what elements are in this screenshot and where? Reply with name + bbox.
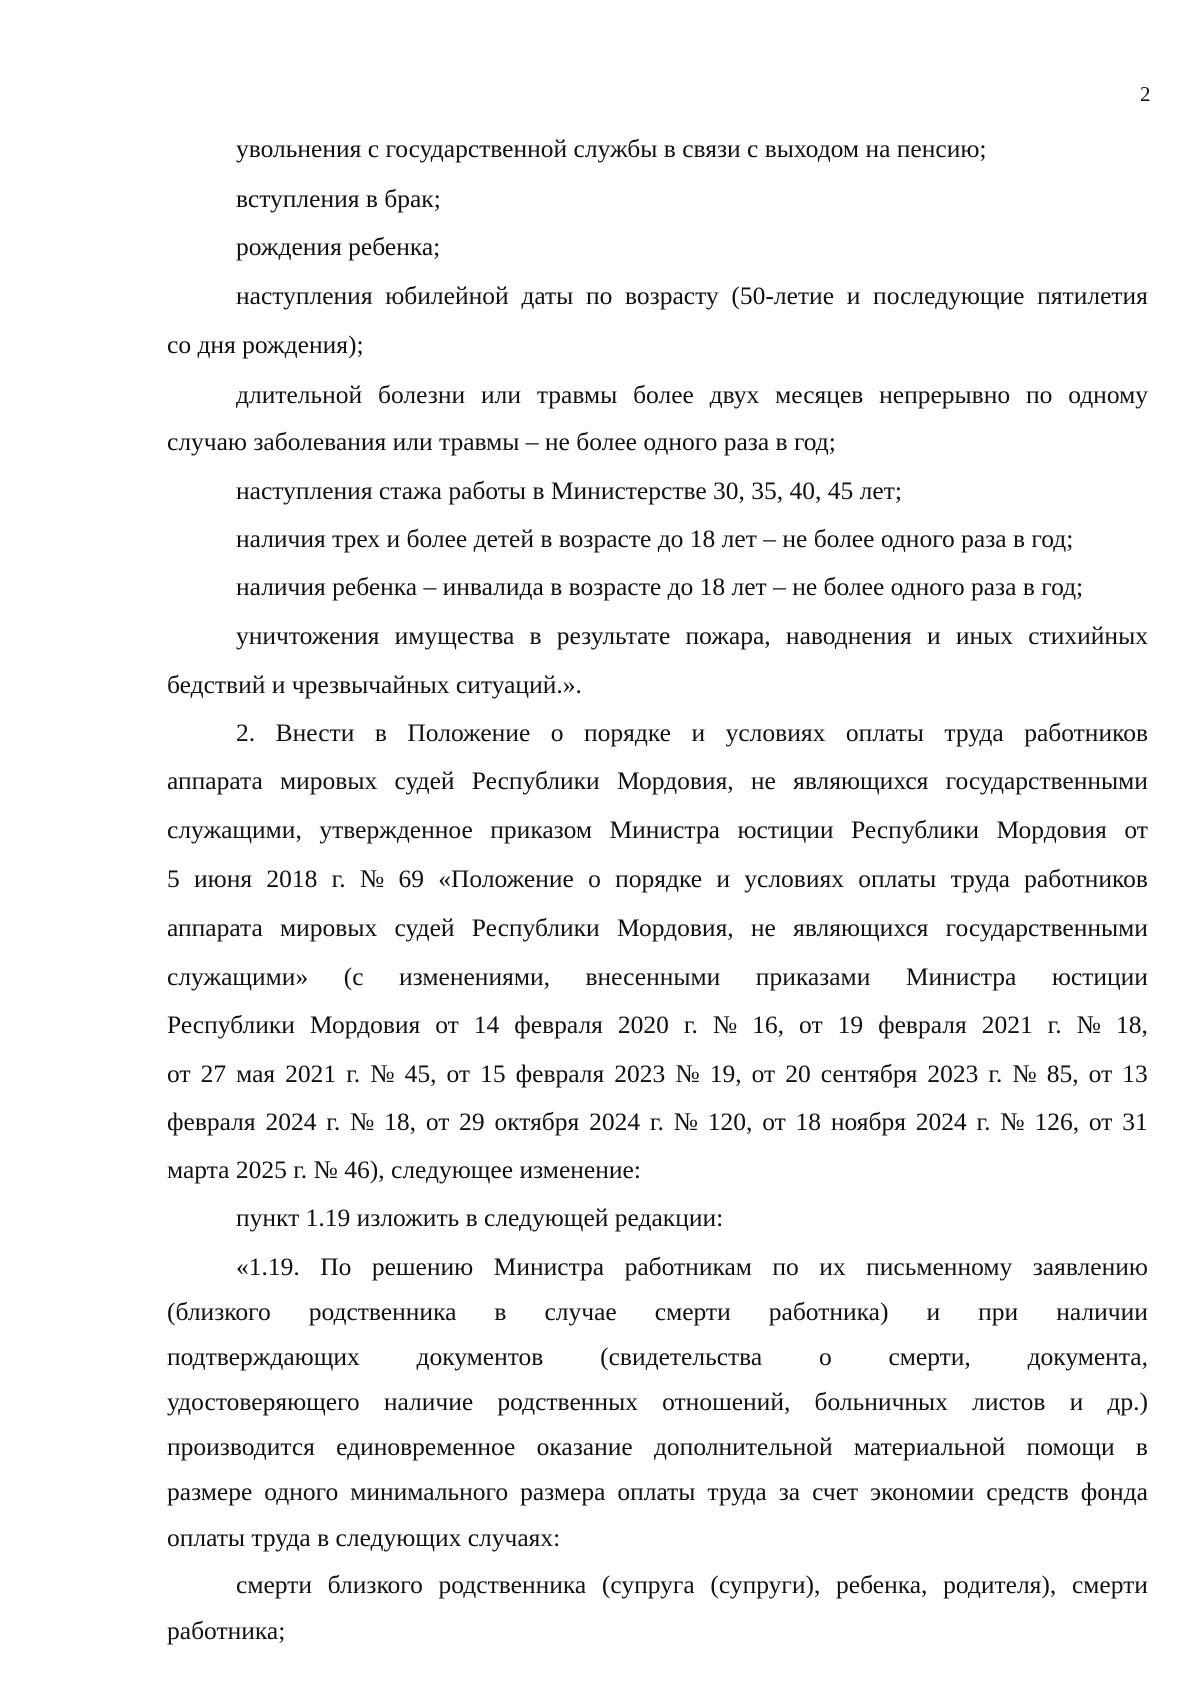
text-line: служащими» (с изменениями, внесенными приказами Министра юстиции — [167, 962, 1148, 991]
text-line: вступления в брак; — [236, 184, 441, 213]
text-line: подтверждающих документов (свидетельства о смерти, документа, — [167, 1342, 1148, 1371]
text-line: Республики Мордовия от 14 февраля 2020 г. № 16, от 19 февраля 2021 г. № 18, — [167, 1010, 1148, 1039]
text-line: (близкого родственника в случае смерти работника) и при наличии — [167, 1297, 1148, 1326]
text-line: длительной болезни или травмы более двух месяцев непрерывно по одному — [236, 380, 1148, 409]
page-number: 2 — [1140, 82, 1151, 106]
text-line: увольнения с государственной службы в связи с выходом на пенсию; — [236, 134, 987, 163]
text-line: рождения ребенка; — [236, 232, 441, 261]
text-line: наличия ребенка – инвалида в возрасте до 18 лет – не более одного раза в год; — [236, 572, 1084, 601]
text-line: служащими, утвержденное приказом Министра юстиции Республики Мордовия от — [167, 815, 1148, 844]
text-line: аппарата мировых судей Республики Мордовия, не являющихся государственными — [167, 766, 1148, 795]
text-line: марта 2025 г. № 46), следующее изменение: — [167, 1155, 641, 1184]
text-line: смерти близкого родственника (супруга (супруги), ребенка, родителя), смерти — [236, 1570, 1148, 1599]
text-line: уничтожения имущества в результате пожара, наводнения и иных стихийных — [236, 621, 1148, 650]
text-line: бедствий и чрезвычайных ситуаций.». — [167, 670, 582, 699]
text-line: оплаты труда в следующих случаях: — [167, 1523, 561, 1552]
text-line: от 27 мая 2021 г. № 45, от 15 февраля 2023 № 19, от 20 сентября 2023 г. № 85, от 13 — [167, 1059, 1148, 1088]
text-line: пункт 1.19 изложить в следующей редакции: — [236, 1203, 724, 1232]
text-line: наступления юбилейной даты по возрасту (50-летие и последующие пятилетия — [236, 281, 1148, 310]
text-line: случаю заболевания или травмы – не более одного раза в год; — [167, 427, 836, 456]
text-line: удостоверяющего наличие родственных отношений, больничных листов и др.) — [167, 1387, 1148, 1416]
text-line: аппарата мировых судей Республики Мордовия, не являющихся государственными — [167, 913, 1148, 942]
text-line: наступления стажа работы в Министерстве 30, 35, 40, 45 лет; — [236, 476, 902, 505]
text-line: 2. Внести в Положение о порядке и условиях оплаты труда работников — [236, 718, 1148, 747]
text-line: производится единовременное оказание дополнительной материальной помощи в — [167, 1432, 1148, 1461]
text-line: размере одного минимального размера оплаты труда за счет экономии средств фонда — [167, 1477, 1148, 1506]
text-line: 5 июня 2018 г. № 69 «Положение о порядке и условиях оплаты труда работников — [167, 864, 1148, 893]
text-line: работника; — [167, 1616, 286, 1645]
text-line: «1.19. По решению Министра работникам по их письменному заявлению — [236, 1252, 1148, 1281]
text-line: февраля 2024 г. № 18, от 29 октября 2024 г. № 120, от 18 ноября 2024 г. № 126, от 31 — [167, 1107, 1148, 1136]
text-line: со дня рождения); — [167, 330, 364, 359]
text-line: наличия трех и более детей в возрасте до 18 лет – не более одного раза в год; — [236, 524, 1074, 553]
